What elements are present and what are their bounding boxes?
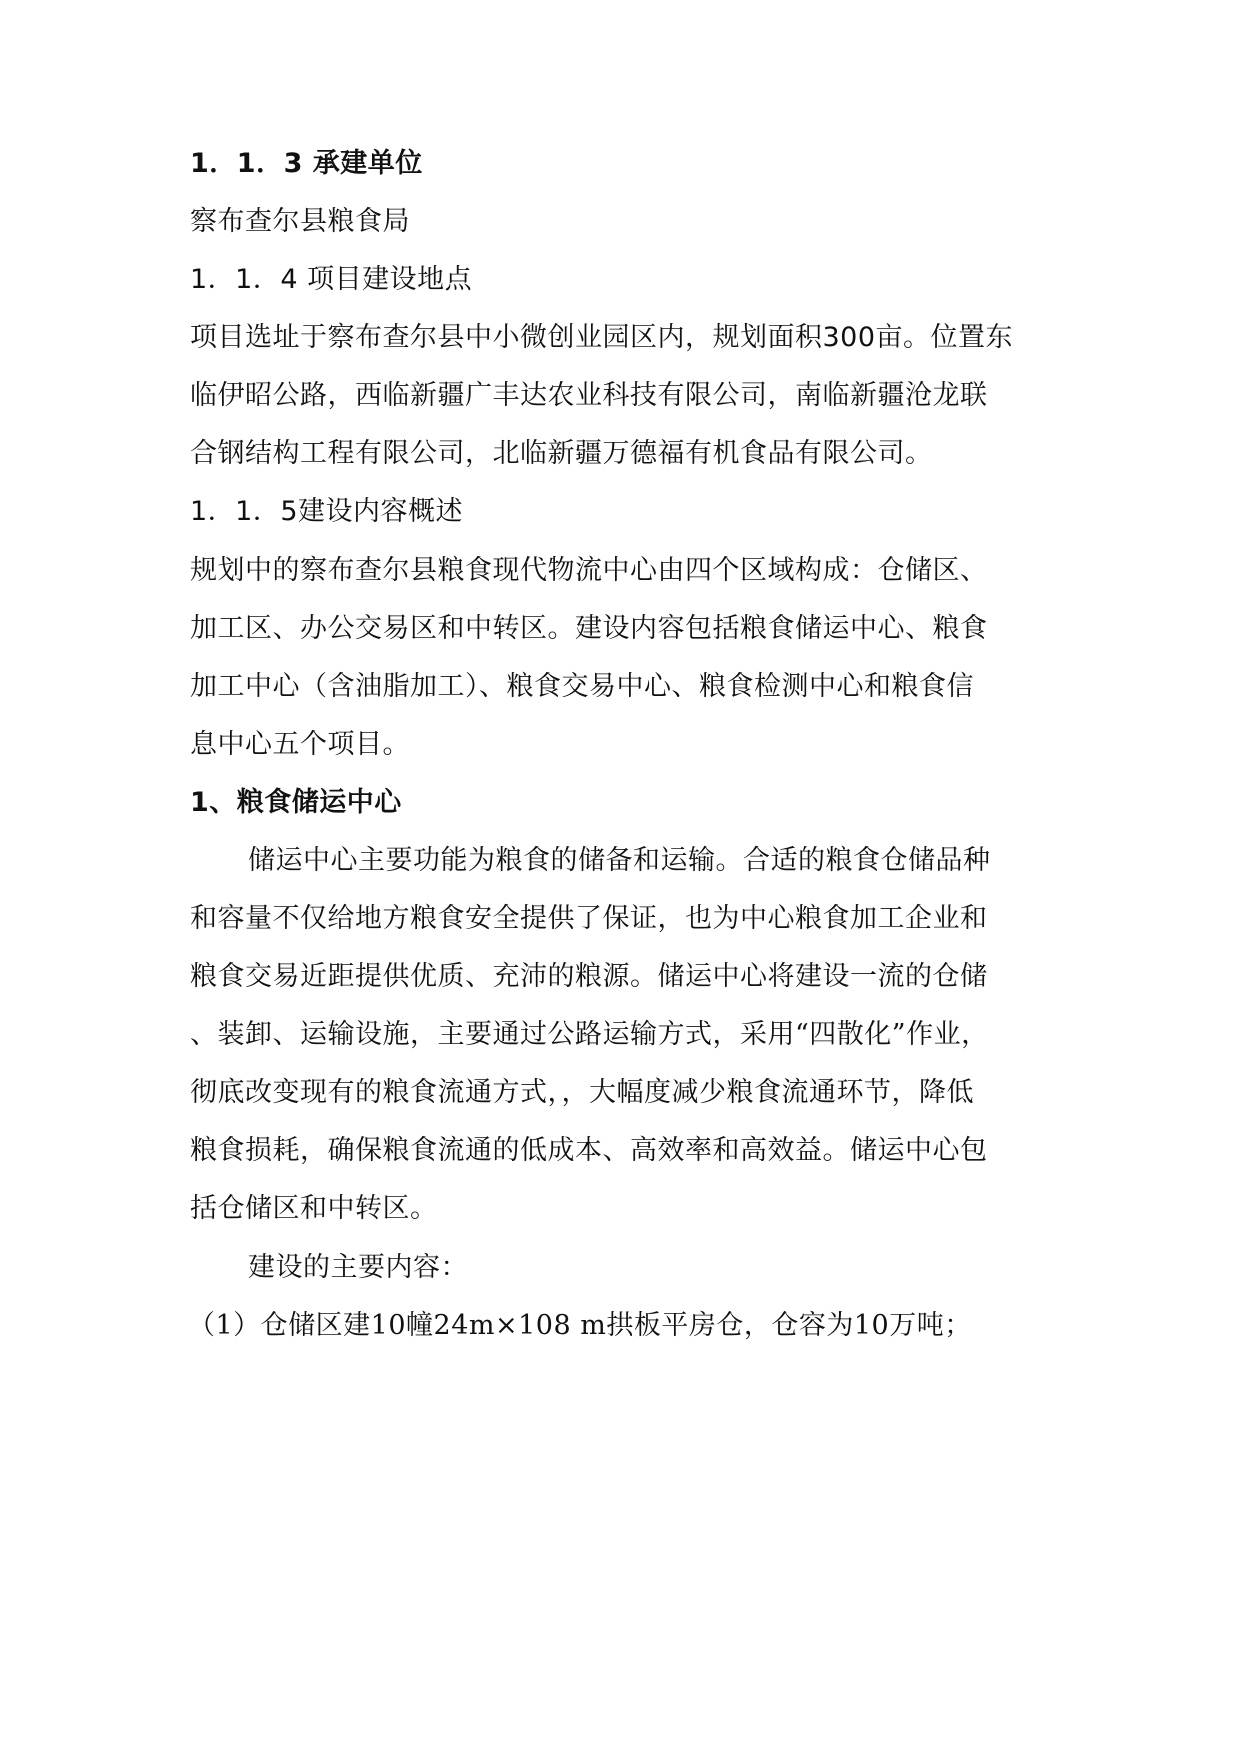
heading-1-1-5: 1．1．5建设内容概述 [190,496,464,527]
storage-line-4: 、装卸、运输设施，主要通过公路运输方式，采用“四散化”作业， [190,1019,989,1050]
heading-1-1-4: 1．1．4 项目建设地点 [190,264,473,295]
main-content-label: 建设的主要内容： [248,1252,468,1283]
location-line-1: 项目选址于察布查尔县中小微创业园区内，规划面积300亩。位置东 [190,322,1014,353]
storage-line-1: 储运中心主要功能为粮食的储备和运输。合适的粮食仓储品种 [248,845,991,876]
unit-name: 察布查尔县粮食局 [190,206,410,237]
location-line-2: 临伊昭公路，西临新疆广丰达农业科技有限公司，南临新疆沧龙联 [190,380,988,411]
content-item-1: （1）仓储区建10幢24m×108 m拱板平房仓，仓容为10万吨； [188,1310,972,1341]
storage-line-7: 括仓储区和中转区。 [190,1193,438,1224]
location-line-3: 合钢结构工程有限公司，北临新疆万德福有机食品有限公司。 [190,438,933,469]
heading-storage-center: 1、粮食储运中心 [190,787,402,818]
overview-line-1: 规划中的察布查尔县粮食现代物流中心由四个区域构成：仓储区、 [190,555,988,586]
storage-line-2: 和容量不仅给地方粮食安全提供了保证，也为中心粮食加工企业和 [190,903,988,934]
storage-line-5: 彻底改变现有的粮食流通方式，，大幅度减少粮食流通环节，降低 [190,1077,974,1108]
heading-1-1-3: 1．1．3 承建单位 [190,148,423,179]
overview-line-3: 加工中心（含油脂加工）、粮食交易中心、粮食检测中心和粮食信 [190,671,974,702]
storage-line-6: 粮食损耗，确保粮食流通的低成本、高效率和高效益。储运中心包 [190,1135,988,1166]
storage-line-3: 粮食交易近距提供优质、充沛的粮源。储运中心将建设一流的仓储 [190,961,988,992]
overview-line-2: 加工区、办公交易区和中转区。建设内容包括粮食储运中心、粮食 [190,613,988,644]
overview-line-4: 息中心五个项目。 [190,729,410,760]
